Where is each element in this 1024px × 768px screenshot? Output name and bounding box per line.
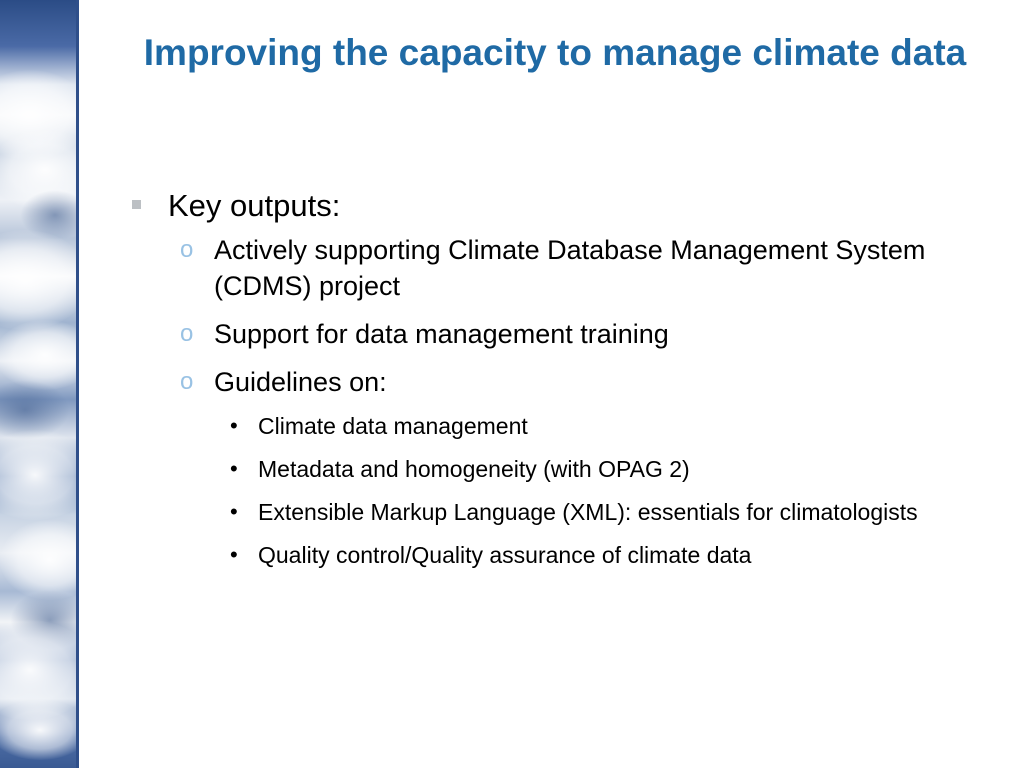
circle-bullet-icon: o [180, 320, 194, 347]
sub-bullet-guidelines [176, 364, 988, 400]
square-bullet-icon [132, 200, 141, 209]
guideline-item-quality [228, 539, 988, 571]
dot-bullet-icon: • [230, 542, 238, 567]
dot-bullet-icon: • [230, 499, 238, 524]
guideline-text: Metadata and homogeneity (with OPAG 2) [258, 456, 690, 482]
circle-bullet-icon: o [180, 236, 194, 263]
dot-bullet-icon: • [230, 413, 238, 438]
bullet-list [128, 186, 988, 582]
sub-bullet-text: Actively supporting Climate Database Management System (CDMS) project [214, 235, 926, 301]
sky-strip-edge [76, 0, 79, 768]
guideline-text: Climate data management [258, 413, 528, 439]
sub-bullet-training [176, 316, 988, 352]
bullet-text: Key outputs: [168, 188, 341, 223]
guideline-item-climate-data [228, 410, 988, 442]
sky-cloud-image [0, 0, 78, 768]
guideline-text: Extensible Markup Language (XML): essentials for climatologists [258, 499, 918, 525]
sub-bullet-text: Guidelines on: [214, 367, 387, 397]
dot-bullet-icon: • [230, 456, 238, 481]
guideline-text: Quality control/Quality assurance of climate data [258, 542, 752, 568]
bullet-key-outputs [128, 186, 988, 226]
guideline-item-xml [228, 496, 988, 528]
slide-title: Improving the capacity to manage climate data [143, 32, 967, 73]
sub-bullet-cdms [176, 232, 988, 304]
sub-bullet-text: Support for data management training [214, 319, 669, 349]
circle-bullet-icon: o [180, 368, 194, 395]
guideline-item-metadata [228, 453, 988, 485]
